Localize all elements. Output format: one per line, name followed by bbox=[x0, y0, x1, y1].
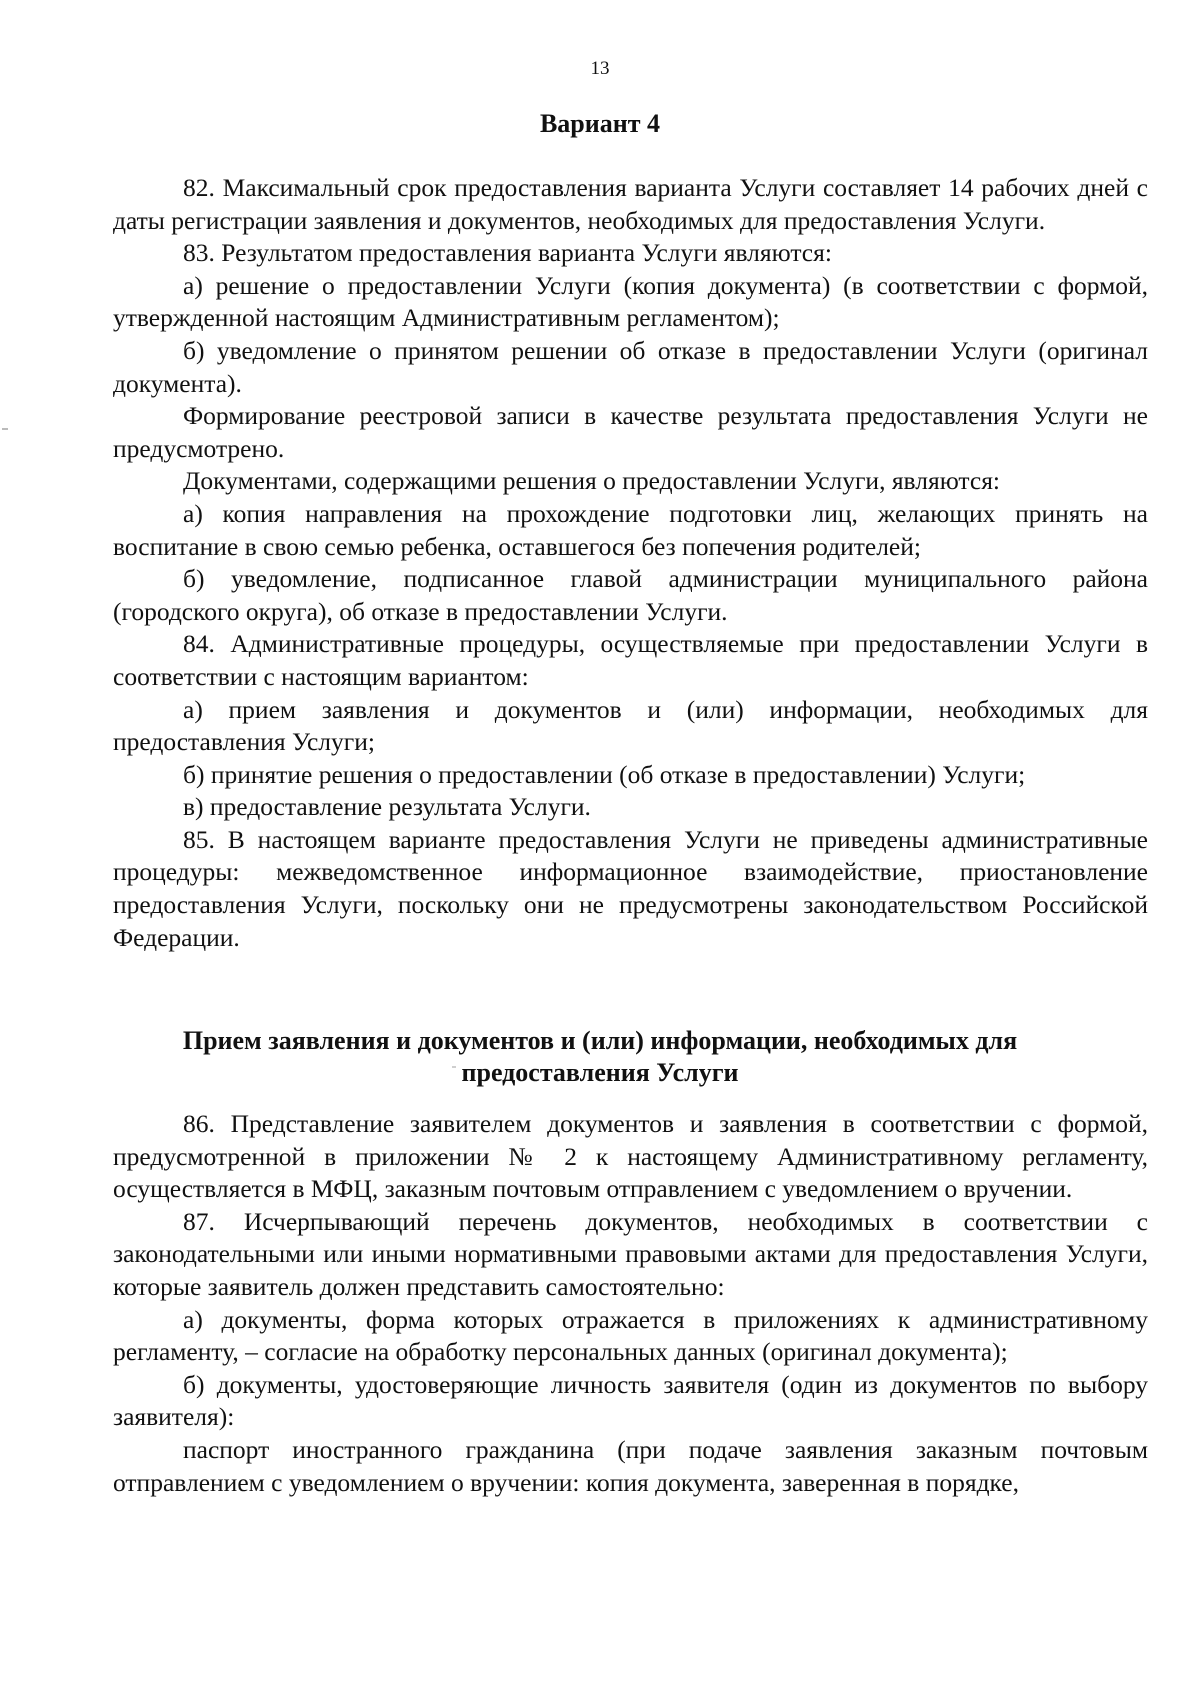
paragraph: 82. Максимальный срок предоставления варианта Услуги составляет 14 рабочих дней с даты регистрации заявления и документов, необходимых для предоставления Услуги. bbox=[113, 173, 1148, 235]
page-number: 13 bbox=[590, 58, 610, 79]
scan-artifact bbox=[2, 428, 8, 430]
paragraph: 84. Административные процедуры, осуществляемые при предоставлении Услуги в соответствии с настоящим вариантом: bbox=[113, 629, 1148, 691]
paragraph: паспорт иностранного гражданина (при подаче заявления заказным почтовым отправлением с уведомлением о вручении: копия документа, заверенная в порядке, bbox=[113, 1434, 1148, 1497]
scan-artifact bbox=[452, 1066, 456, 1068]
paragraph: а) решение о предоставлении Услуги (копия документа) (в соответствии с формой, утвержденной настоящим Административным регламентом); bbox=[113, 270, 1148, 333]
section-heading-line-2: предоставления Услуги bbox=[461, 1058, 739, 1087]
variant-heading: Вариант 4 bbox=[539, 109, 661, 138]
paragraph: 83. Результатом предоставления варианта Услуги являются: bbox=[183, 238, 832, 268]
paragraph: 85. В настоящем варианте предоставления Услуги не приведены административные процедуры: межведомственное информационное взаимодействие, приостановление предоставления Услуги, поскольку они не предусмотрены законодательством Российской Федерации. bbox=[113, 824, 1148, 952]
section-heading-line-1: Прием заявления и документов и (или) информации, необходимых для bbox=[182, 1026, 1018, 1055]
paragraph: б) уведомление, подписанное главой администрации муниципального района (городского округа), об отказе в предоставлении Услуги. bbox=[113, 564, 1148, 626]
paragraph: б) принятие решения о предоставлении (об отказе в предоставлении) Услуги; bbox=[183, 759, 1026, 789]
section-heading bbox=[0, 1025, 1200, 1089]
paragraph: в) предоставление результата Услуги. bbox=[183, 792, 591, 822]
paragraph: б) документы, удостоверяющие личность заявителя (один из документов по выбору заявителя): bbox=[113, 1369, 1148, 1432]
paragraph: 87. Исчерпывающий перечень документов, необходимых в соответствии с законодательными или иными нормативными правовыми актами для предоставления Услуги, которые заявитель должен представить самостоятельно: bbox=[113, 1206, 1148, 1301]
paragraphs-block-1 bbox=[113, 172, 1148, 954]
paragraph: Формирование реестровой записи в качестве результата предоставления Услуги не предусмотрено. bbox=[113, 401, 1148, 463]
paragraph: а) копия направления на прохождение подготовки лиц, желающих принять на воспитание в свою семью ребенка, оставшегося без попечения родителей; bbox=[113, 498, 1148, 561]
paragraphs-block-2 bbox=[113, 1108, 1148, 1499]
paragraph: а) документы, форма которых отражается в приложениях к административному регламенту, – согласие на обработку персональных данных (оригинал документа); bbox=[113, 1304, 1148, 1367]
paragraph: а) прием заявления и документов и (или) информации, необходимых для предоставления Услуги; bbox=[113, 694, 1148, 757]
paragraph: 86. Представление заявителем документов и заявления в соответствии с формой, предусмотренной в приложении № 2 к настоящему Административному регламенту, осуществляется в МФЦ, заказным почтовым отправлением с уведомлением о вручении. bbox=[113, 1109, 1148, 1204]
paragraph: б) уведомление о принятом решении об отказе в предоставлении Услуги (оригинал документа). bbox=[113, 335, 1148, 398]
paragraph: Документами, содержащими решения о предоставлении Услуги, являются: bbox=[183, 466, 1001, 496]
